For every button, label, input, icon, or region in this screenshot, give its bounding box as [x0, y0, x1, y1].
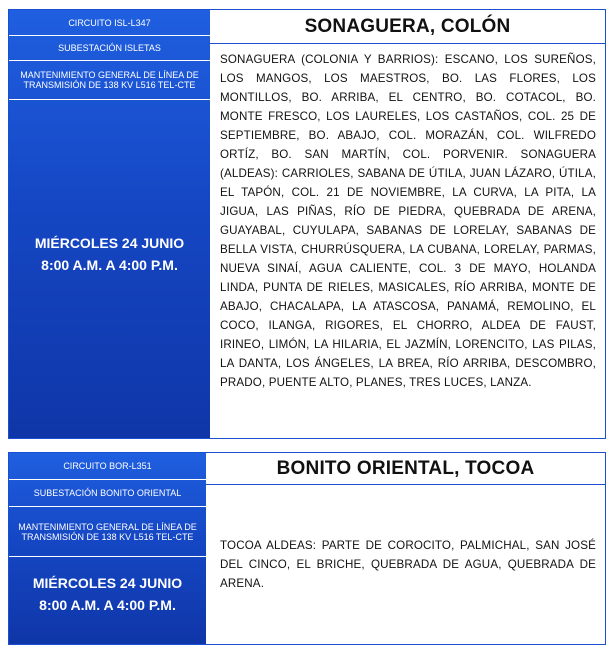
schedule-date: MIÉRCOLES 24 JUNIO [32, 575, 183, 591]
maintenance-label: MANTENIMIENTO GENERAL DE LÍNEA DE TRANSMISIÓN DE 138 KV L516 TEL-CTE [9, 61, 210, 100]
info-sidebar [9, 453, 206, 644]
substation-label: SUBESTACIÓN ISLETAS [9, 36, 210, 61]
area-title: SONAGUERA, COLÓN [210, 10, 605, 44]
affected-areas-text: SONAGUERA (COLONIA Y BARRIOS): ESCANO, LOS SUREÑOS, LOS MANGOS, LOS MAESTROS, BO. LAS FLORES, LOS MONTILLOS, BO. ARRIBA, EL CENTRO, BO. COTACOL, BO. MONTE FRESCO, LOS LAURELES, LOS CASTAÑOS, COL. 25 DE SEPTIEMBRE, BO. ABAJO, COL. MORAZÁN, COL. WILFREDO ORTÍZ, BO. SAN MARTÍN, COL. PORVENIR. SONAGUERA (ALDEAS): CARRIOLES, SABANA DE ÚTILA, JUAN LÁZARO, ÚTILA, EL TAPÓN, COL. 21 DE NOVIEMBRE, LA CURVA, LA PITA, LA JIGUA, LAS PIÑAS, RÍO DE PIEDRA, QUEBRADA DE ARENA, GUAYABAL, CUYULAPA, SABANAS DE LORELAY, SABANAS DE BELLA VISTA, CHURRÚSQUERA, LA CUBANA, LORELAY, PARMAS, NUEVA SINAÍ, AGUA CALIENTE, COL. 3 DE MAYO, HOLANDA LINDA, PUNTA DE RIELES, MASICALES, RÍO ARRIBA, MONTE DE ABAJO, CHACALAPA, LA ATASCOSA, PANAMÁ, REMOLINO, EL COCO, ILANGA, RIGORES, EL CHORRO, ALDEA DE FAUST, IRINEO, LIMÓN, LA HILARIA, EL JAZMÍN, LORENCITO, LAS PILAS, LA DANTA, LOS ÁNGELES, LA BREA, RÍO ARRIBA, DESCOMBRO, PRADO, PUENTE ALTO, PLANES, TRES LUCES, LANZA. [220, 53, 596, 389]
outage-block-sonaguera [8, 9, 606, 439]
content-panel [210, 10, 605, 438]
substation-label: SUBESTACIÓN BONITO ORIENTAL [9, 480, 206, 507]
schedule-time: 8:00 A.M. A 4:00 P.M. [39, 597, 176, 613]
circuit-label: CIRCUITO BOR-L351 [9, 453, 206, 480]
area-title: BONITO ORIENTAL, TOCOA [206, 453, 605, 485]
schedule-date: MIÉRCOLES 24 JUNIO [34, 235, 185, 251]
outage-block-bonito-oriental [8, 452, 606, 645]
circuit-label: CIRCUITO ISL-L347 [9, 10, 210, 36]
maintenance-label: MANTENIMIENTO GENERAL DE LÍNEA DE TRANSMISIÓN DE 138 KV L516 TEL-CTE [9, 507, 206, 557]
affected-areas-text: TOCOA ALDEAS: PARTE DE COROCITO, PALMICHAL, SAN JOSÉ DEL CINCO, EL BRICHE, QUEBRADA DE AGUA, QUEBRADA DE ARENA. [220, 539, 596, 590]
schedule-time: 8:00 A.M. A 4:00 P.M. [41, 257, 178, 273]
content-panel [206, 453, 605, 644]
info-sidebar [9, 10, 210, 438]
